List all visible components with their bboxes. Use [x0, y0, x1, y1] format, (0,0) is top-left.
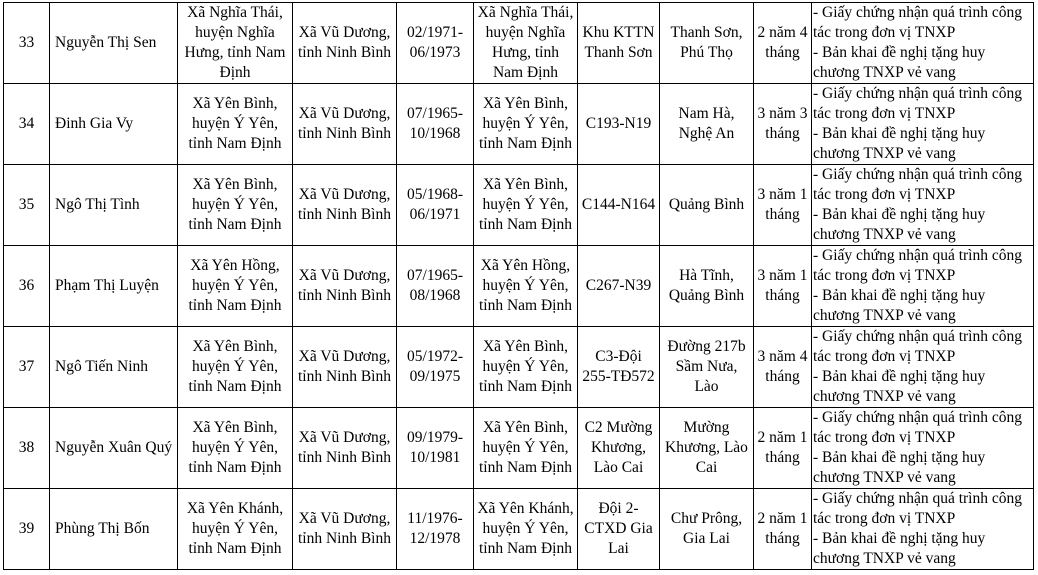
period-cell: 09/1979- 10/1981	[397, 408, 474, 489]
birthplace-cell: Xã Yên Bình, huyện Ý Yên, tỉnh Nam Định	[178, 84, 293, 165]
documents-cell: - Giấy chứng nhận quá trình công tác trong đơn vị TNXP - Bản khai đề nghị tặng huy chương TNXP vẻ vang	[812, 327, 1034, 408]
period-cell: 07/1965- 08/1968	[397, 246, 474, 327]
table-row	[4, 165, 1034, 246]
documents-cell: - Giấy chứng nhận quá trình công tác trong đơn vị TNXP - Bản khai đề nghị tặng huy chương TNXP vẻ vang	[812, 84, 1034, 165]
unit-cell: Khu KTTN Thanh Sơn	[578, 3, 660, 84]
documents-cell: - Giấy chứng nhận quá trình công tác trong đơn vị TNXP - Bản khai đề nghị tặng huy chương TNXP vẻ vang	[812, 489, 1034, 570]
row-number-cell: 38	[4, 408, 50, 489]
enlisted-at-cell: Xã Yên Bình, huyện Ý Yên, tỉnh Nam Định	[474, 165, 578, 246]
name-cell: Đinh Gia Vy	[50, 84, 178, 165]
name-cell: Ngô Thị Tình	[50, 165, 178, 246]
residence-cell: Xã Vũ Dương, tỉnh Ninh Bình	[293, 489, 397, 570]
duration-cell: 2 năm 1 tháng	[754, 489, 812, 570]
documents-cell: - Giấy chứng nhận quá trình công tác trong đơn vị TNXP - Bản khai đề nghị tặng huy chương TNXP vẻ vang	[812, 246, 1034, 327]
duration-cell: 3 năm 4 tháng	[754, 327, 812, 408]
records-table	[3, 2, 1034, 570]
enlisted-at-cell: Xã Yên Bình, huyện Ý Yên, tỉnh Nam Định	[474, 327, 578, 408]
location-cell: Chư Prông, Gia Lai	[660, 489, 754, 570]
enlisted-at-cell: Xã Yên Khánh, huyện Ý Yên, tỉnh Nam Định	[474, 489, 578, 570]
name-cell: Nguyễn Thị Sen	[50, 3, 178, 84]
location-cell: Nam Hà, Nghệ An	[660, 84, 754, 165]
duration-cell: 3 năm 3 tháng	[754, 84, 812, 165]
name-cell: Phùng Thị Bốn	[50, 489, 178, 570]
birthplace-cell: Xã Yên Bình, huyện Ý Yên, tỉnh Nam Định	[178, 327, 293, 408]
row-number-cell: 33	[4, 3, 50, 84]
table-row	[4, 408, 1034, 489]
residence-cell: Xã Vũ Dương, tỉnh Ninh Bình	[293, 165, 397, 246]
birthplace-cell: Xã Yên Bình, huyện Ý Yên, tỉnh Nam Định	[178, 165, 293, 246]
name-cell: Ngô Tiến Ninh	[50, 327, 178, 408]
duration-cell: 2 năm 4 tháng	[754, 3, 812, 84]
unit-cell: C3-Đội 255-TĐ572	[578, 327, 660, 408]
period-cell: 05/1972- 09/1975	[397, 327, 474, 408]
row-number-cell: 36	[4, 246, 50, 327]
location-cell: Hà Tĩnh, Quảng Bình	[660, 246, 754, 327]
birthplace-cell: Xã Nghĩa Thái, huyện Nghĩa Hưng, tỉnh Nam Định	[178, 3, 293, 84]
enlisted-at-cell: Xã Yên Bình, huyện Ý Yên, tỉnh Nam Định	[474, 84, 578, 165]
birthplace-cell: Xã Yên Hồng, huyện Ý Yên, tỉnh Nam Định	[178, 246, 293, 327]
residence-cell: Xã Vũ Dương, tỉnh Ninh Bình	[293, 84, 397, 165]
row-number-cell: 35	[4, 165, 50, 246]
birthplace-cell: Xã Yên Bình, huyện Ý Yên, tỉnh Nam Định	[178, 408, 293, 489]
location-cell: Mường Khương, Lào Cai	[660, 408, 754, 489]
location-cell: Quảng Bình	[660, 165, 754, 246]
period-cell: 02/1971- 06/1973	[397, 3, 474, 84]
enlisted-at-cell: Xã Yên Bình, huyện Ý Yên, tỉnh Nam Định	[474, 408, 578, 489]
table-row	[4, 327, 1034, 408]
unit-cell: Đội 2-CTXD Gia Lai	[578, 489, 660, 570]
unit-cell: C267-N39	[578, 246, 660, 327]
documents-cell: - Giấy chứng nhận quá trình công tác trong đơn vị TNXP - Bản khai đề nghị tặng huy chương TNXP vẻ vang	[812, 3, 1034, 84]
period-cell: 07/1965- 10/1968	[397, 84, 474, 165]
duration-cell: 3 năm 1 tháng	[754, 246, 812, 327]
table-row	[4, 3, 1034, 84]
unit-cell: C193-N19	[578, 84, 660, 165]
location-cell: Đường 217b Sầm Nưa, Lào	[660, 327, 754, 408]
residence-cell: Xã Vũ Dương, tỉnh Ninh Bình	[293, 408, 397, 489]
duration-cell: 2 năm 1 tháng	[754, 408, 812, 489]
residence-cell: Xã Vũ Dương, tỉnh Ninh Bình	[293, 3, 397, 84]
table-row	[4, 84, 1034, 165]
unit-cell: C144-N164	[578, 165, 660, 246]
residence-cell: Xã Vũ Dương, tỉnh Ninh Bình	[293, 246, 397, 327]
unit-cell: C2 Mường Khương, Lào Cai	[578, 408, 660, 489]
table-body	[4, 3, 1034, 570]
enlisted-at-cell: Xã Yên Hồng, huyện Ý Yên, tỉnh Nam Định	[474, 246, 578, 327]
row-number-cell: 37	[4, 327, 50, 408]
table-row	[4, 489, 1034, 570]
documents-cell: - Giấy chứng nhận quá trình công tác trong đơn vị TNXP - Bản khai đề nghị tặng huy chương TNXP vẻ vang	[812, 408, 1034, 489]
enlisted-at-cell: Xã Nghĩa Thái, huyện Nghĩa Hưng, tỉnh Nam Định	[474, 3, 578, 84]
name-cell: Phạm Thị Luyện	[50, 246, 178, 327]
row-number-cell: 39	[4, 489, 50, 570]
name-cell: Nguyễn Xuân Quý	[50, 408, 178, 489]
birthplace-cell: Xã Yên Khánh, huyện Ý Yên, tỉnh Nam Định	[178, 489, 293, 570]
documents-cell: - Giấy chứng nhận quá trình công tác trong đơn vị TNXP - Bản khai đề nghị tặng huy chương TNXP vẻ vang	[812, 165, 1034, 246]
period-cell: 11/1976- 12/1978	[397, 489, 474, 570]
row-number-cell: 34	[4, 84, 50, 165]
duration-cell: 3 năm 1 tháng	[754, 165, 812, 246]
period-cell: 05/1968- 06/1971	[397, 165, 474, 246]
location-cell: Thanh Sơn, Phú Thọ	[660, 3, 754, 84]
table-row	[4, 246, 1034, 327]
residence-cell: Xã Vũ Dương, tỉnh Ninh Bình	[293, 327, 397, 408]
